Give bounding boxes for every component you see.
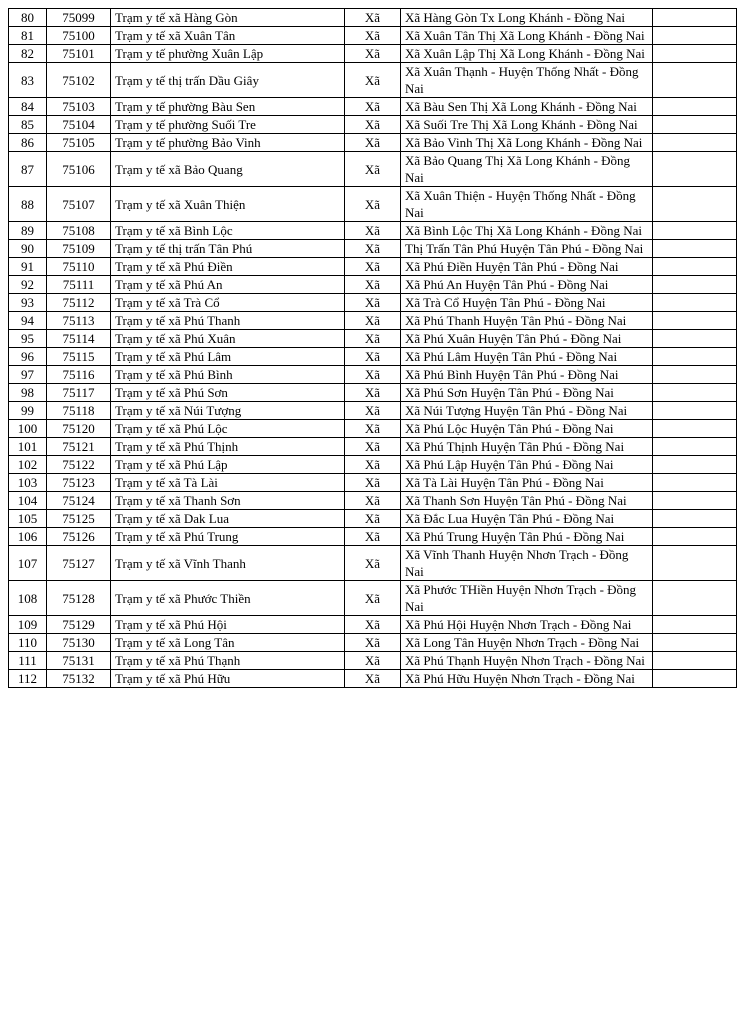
facility-type-cell: Xã [345,456,401,474]
facility-code-cell: 75109 [47,240,111,258]
facility-type-cell: Xã [345,402,401,420]
address-cell: Xã Phú Lập Huyện Tân Phú - Đồng Nai [401,456,653,474]
address-cell: Xã Phú Thạnh Huyện Nhơn Trạch - Đồng Nai [401,652,653,670]
table-row [9,384,737,402]
facility-type-cell: Xã [345,528,401,546]
row-number-cell: 112 [9,670,47,688]
facility-type-cell: Xã [345,581,401,616]
row-number-cell: 103 [9,474,47,492]
empty-cell [653,348,737,366]
facility-type-cell: Xã [345,240,401,258]
facility-code-cell: 75102 [47,63,111,98]
table-row [9,366,737,384]
facility-type-cell: Xã [345,420,401,438]
address-cell: Xã Trà Cổ Huyện Tân Phú - Đồng Nai [401,294,653,312]
address-cell: Xã Phú Sơn Huyện Tân Phú - Đồng Nai [401,384,653,402]
table-row [9,528,737,546]
table-row [9,670,737,688]
facility-code-cell: 75124 [47,492,111,510]
row-number-cell: 100 [9,420,47,438]
facility-code-cell: 75100 [47,27,111,45]
empty-cell [653,187,737,222]
table-row [9,276,737,294]
facility-code-cell: 75118 [47,402,111,420]
table-row [9,134,737,152]
facility-code-cell: 75103 [47,98,111,116]
row-number-cell: 104 [9,492,47,510]
table-row [9,546,737,581]
address-cell: Xã Phú Thanh Huyện Tân Phú - Đồng Nai [401,312,653,330]
facility-code-cell: 75132 [47,670,111,688]
facility-code-cell: 75104 [47,116,111,134]
address-cell: Xã Phú Xuân Huyện Tân Phú - Đồng Nai [401,330,653,348]
health-station-table [8,8,737,688]
table-row [9,116,737,134]
empty-cell [653,222,737,240]
empty-cell [653,474,737,492]
facility-name-cell: Trạm y tế xã Phước Thiền [111,581,345,616]
row-number-cell: 90 [9,240,47,258]
table-row [9,438,737,456]
table-row [9,294,737,312]
facility-name-cell: Trạm y tế xã Bình Lộc [111,222,345,240]
address-cell: Xã Phú Lâm Huyện Tân Phú - Đồng Nai [401,348,653,366]
table-row [9,510,737,528]
facility-name-cell: Trạm y tế xã Trà Cổ [111,294,345,312]
table-row [9,474,737,492]
facility-name-cell: Trạm y tế xã Vĩnh Thanh [111,546,345,581]
address-cell: Xã Phú Lộc Huyện Tân Phú - Đồng Nai [401,420,653,438]
address-cell: Xã Núi Tượng Huyện Tân Phú - Đồng Nai [401,402,653,420]
facility-type-cell: Xã [345,116,401,134]
facility-name-cell: Trạm y tế xã Phú Hữu [111,670,345,688]
facility-code-cell: 75127 [47,546,111,581]
row-number-cell: 88 [9,187,47,222]
empty-cell [653,45,737,63]
facility-code-cell: 75101 [47,45,111,63]
row-number-cell: 86 [9,134,47,152]
facility-code-cell: 75099 [47,9,111,27]
facility-name-cell: Trạm y tế xã Phú An [111,276,345,294]
empty-cell [653,402,737,420]
facility-type-cell: Xã [345,187,401,222]
row-number-cell: 110 [9,634,47,652]
row-number-cell: 89 [9,222,47,240]
row-number-cell: 111 [9,652,47,670]
address-cell: Xã Bảo Vinh Thị Xã Long Khánh - Đồng Nai [401,134,653,152]
facility-name-cell: Trạm y tế xã Bảo Quang [111,152,345,187]
facility-name-cell: Trạm y tế xã Phú Thịnh [111,438,345,456]
facility-type-cell: Xã [345,45,401,63]
empty-cell [653,294,737,312]
facility-code-cell: 75113 [47,312,111,330]
table-row [9,634,737,652]
address-cell: Xã Phú Trung Huyện Tân Phú - Đồng Nai [401,528,653,546]
facility-code-cell: 75120 [47,420,111,438]
facility-name-cell: Trạm y tế xã Phú Điền [111,258,345,276]
facility-name-cell: Trạm y tế phường Xuân Lập [111,45,345,63]
table-row [9,27,737,45]
row-number-cell: 101 [9,438,47,456]
table-row [9,420,737,438]
address-cell: Xã Thanh Sơn Huyện Tân Phú - Đồng Nai [401,492,653,510]
empty-cell [653,670,737,688]
facility-type-cell: Xã [345,222,401,240]
facility-name-cell: Trạm y tế xã Tà Lài [111,474,345,492]
empty-cell [653,27,737,45]
facility-code-cell: 75128 [47,581,111,616]
address-cell: Xã Bảo Quang Thị Xã Long Khánh - Đồng Nai [401,152,653,187]
empty-cell [653,634,737,652]
address-cell: Xã Phú Thịnh Huyện Tân Phú - Đồng Nai [401,438,653,456]
empty-cell [653,528,737,546]
empty-cell [653,652,737,670]
empty-cell [653,456,737,474]
row-number-cell: 91 [9,258,47,276]
address-cell: Xã Tà Lài Huyện Tân Phú - Đồng Nai [401,474,653,492]
row-number-cell: 102 [9,456,47,474]
empty-cell [653,98,737,116]
facility-type-cell: Xã [345,634,401,652]
address-cell: Xã Phú An Huyện Tân Phú - Đồng Nai [401,276,653,294]
address-cell: Xã Suối Tre Thị Xã Long Khánh - Đồng Nai [401,116,653,134]
table-row [9,492,737,510]
facility-name-cell: Trạm y tế xã Dak Lua [111,510,345,528]
address-cell: Xã Phước THiền Huyện Nhơn Trạch - Đồng Nai [401,581,653,616]
row-number-cell: 97 [9,366,47,384]
table-row [9,222,737,240]
row-number-cell: 98 [9,384,47,402]
row-number-cell: 93 [9,294,47,312]
table-row [9,312,737,330]
facility-code-cell: 75114 [47,330,111,348]
facility-code-cell: 75105 [47,134,111,152]
empty-cell [653,581,737,616]
facility-code-cell: 75131 [47,652,111,670]
address-cell: Xã Xuân Thiện - Huyện Thống Nhất - Đồng Nai [401,187,653,222]
facility-type-cell: Xã [345,546,401,581]
empty-cell [653,384,737,402]
facility-name-cell: Trạm y tế phường Bàu Sen [111,98,345,116]
table-row [9,258,737,276]
facility-type-cell: Xã [345,294,401,312]
facility-name-cell: Trạm y tế phường Suối Tre [111,116,345,134]
facility-code-cell: 75110 [47,258,111,276]
address-cell: Xã Phú Bình Huyện Tân Phú - Đồng Nai [401,366,653,384]
row-number-cell: 84 [9,98,47,116]
facility-type-cell: Xã [345,9,401,27]
facility-code-cell: 75117 [47,384,111,402]
facility-code-cell: 75129 [47,616,111,634]
facility-name-cell: Trạm y tế xã Xuân Tân [111,27,345,45]
facility-code-cell: 75111 [47,276,111,294]
facility-code-cell: 75125 [47,510,111,528]
facility-name-cell: Trạm y tế xã Núi Tượng [111,402,345,420]
facility-code-cell: 75122 [47,456,111,474]
empty-cell [653,9,737,27]
facility-type-cell: Xã [345,366,401,384]
facility-name-cell: Trạm y tế xã Phú Xuân [111,330,345,348]
facility-type-cell: Xã [345,134,401,152]
facility-type-cell: Xã [345,616,401,634]
facility-type-cell: Xã [345,258,401,276]
facility-type-cell: Xã [345,384,401,402]
facility-name-cell: Trạm y tế xã Phú Bình [111,366,345,384]
address-cell: Xã Long Tân Huyện Nhơn Trạch - Đồng Nai [401,634,653,652]
address-cell: Xã Phú Hữu Huyện Nhơn Trạch - Đồng Nai [401,670,653,688]
address-cell: Xã Phú Hội Huyện Nhơn Trạch - Đồng Nai [401,616,653,634]
facility-name-cell: Trạm y tế xã Phú Lập [111,456,345,474]
address-cell: Xã Hàng Gòn Tx Long Khánh - Đồng Nai [401,9,653,27]
facility-code-cell: 75121 [47,438,111,456]
address-cell: Xã Xuân Thạnh - Huyện Thống Nhất - Đồng Nai [401,63,653,98]
table-row [9,348,737,366]
facility-type-cell: Xã [345,27,401,45]
table-row [9,98,737,116]
empty-cell [653,116,737,134]
facility-name-cell: Trạm y tế xã Long Tân [111,634,345,652]
table-row [9,152,737,187]
empty-cell [653,546,737,581]
table-row [9,187,737,222]
address-cell: Xã Bình Lộc Thị Xã Long Khánh - Đồng Nai [401,222,653,240]
facility-type-cell: Xã [345,510,401,528]
facility-code-cell: 75130 [47,634,111,652]
facility-type-cell: Xã [345,652,401,670]
table-row [9,240,737,258]
row-number-cell: 107 [9,546,47,581]
facility-name-cell: Trạm y tế thị trấn Dầu Giây [111,63,345,98]
empty-cell [653,510,737,528]
row-number-cell: 81 [9,27,47,45]
row-number-cell: 95 [9,330,47,348]
table-row [9,402,737,420]
table-row [9,652,737,670]
facility-name-cell: Trạm y tế xã Thanh Sơn [111,492,345,510]
facility-type-cell: Xã [345,492,401,510]
empty-cell [653,276,737,294]
facility-code-cell: 75112 [47,294,111,312]
facility-type-cell: Xã [345,63,401,98]
address-cell: Xã Phú Điền Huyện Tân Phú - Đồng Nai [401,258,653,276]
facility-name-cell: Trạm y tế xã Phú Lộc [111,420,345,438]
facility-name-cell: Trạm y tế xã Phú Trung [111,528,345,546]
row-number-cell: 108 [9,581,47,616]
row-number-cell: 94 [9,312,47,330]
empty-cell [653,420,737,438]
facility-name-cell: Trạm y tế xã Hàng Gòn [111,9,345,27]
facility-code-cell: 75126 [47,528,111,546]
facility-type-cell: Xã [345,348,401,366]
row-number-cell: 92 [9,276,47,294]
facility-code-cell: 75107 [47,187,111,222]
facility-type-cell: Xã [345,276,401,294]
table-row [9,456,737,474]
address-cell: Xã Bàu Sen Thị Xã Long Khánh - Đồng Nai [401,98,653,116]
facility-name-cell: Trạm y tế phường Bảo Vinh [111,134,345,152]
facility-name-cell: Trạm y tế xã Phú Thạnh [111,652,345,670]
address-cell: Xã Xuân Lập Thị Xã Long Khánh - Đồng Nai [401,45,653,63]
table-row [9,9,737,27]
facility-name-cell: Trạm y tế xã Phú Lâm [111,348,345,366]
row-number-cell: 80 [9,9,47,27]
row-number-cell: 105 [9,510,47,528]
address-cell: Thị Trấn Tân Phú Huyện Tân Phú - Đồng Nai [401,240,653,258]
empty-cell [653,134,737,152]
table-row [9,330,737,348]
empty-cell [653,366,737,384]
facility-code-cell: 75106 [47,152,111,187]
empty-cell [653,152,737,187]
table-row [9,581,737,616]
table-row [9,63,737,98]
row-number-cell: 106 [9,528,47,546]
row-number-cell: 96 [9,348,47,366]
row-number-cell: 85 [9,116,47,134]
address-cell: Xã Xuân Tân Thị Xã Long Khánh - Đồng Nai [401,27,653,45]
facility-name-cell: Trạm y tế thị trấn Tân Phú [111,240,345,258]
empty-cell [653,616,737,634]
empty-cell [653,438,737,456]
facility-name-cell: Trạm y tế xã Phú Sơn [111,384,345,402]
facility-type-cell: Xã [345,152,401,187]
empty-cell [653,330,737,348]
facility-type-cell: Xã [345,474,401,492]
facility-type-cell: Xã [345,438,401,456]
empty-cell [653,63,737,98]
facility-type-cell: Xã [345,98,401,116]
row-number-cell: 82 [9,45,47,63]
address-cell: Xã Vĩnh Thanh Huyện Nhơn Trạch - Đồng Nai [401,546,653,581]
empty-cell [653,258,737,276]
facility-type-cell: Xã [345,330,401,348]
facility-type-cell: Xã [345,670,401,688]
facility-code-cell: 75115 [47,348,111,366]
row-number-cell: 87 [9,152,47,187]
empty-cell [653,312,737,330]
facility-code-cell: 75123 [47,474,111,492]
facility-code-cell: 75116 [47,366,111,384]
table-row [9,616,737,634]
facility-name-cell: Trạm y tế xã Xuân Thiện [111,187,345,222]
facility-name-cell: Trạm y tế xã Phú Hội [111,616,345,634]
row-number-cell: 99 [9,402,47,420]
facility-name-cell: Trạm y tế xã Phú Thanh [111,312,345,330]
facility-type-cell: Xã [345,312,401,330]
empty-cell [653,240,737,258]
facility-code-cell: 75108 [47,222,111,240]
row-number-cell: 109 [9,616,47,634]
empty-cell [653,492,737,510]
row-number-cell: 83 [9,63,47,98]
table-row [9,45,737,63]
address-cell: Xã Đắc Lua Huyện Tân Phú - Đồng Nai [401,510,653,528]
